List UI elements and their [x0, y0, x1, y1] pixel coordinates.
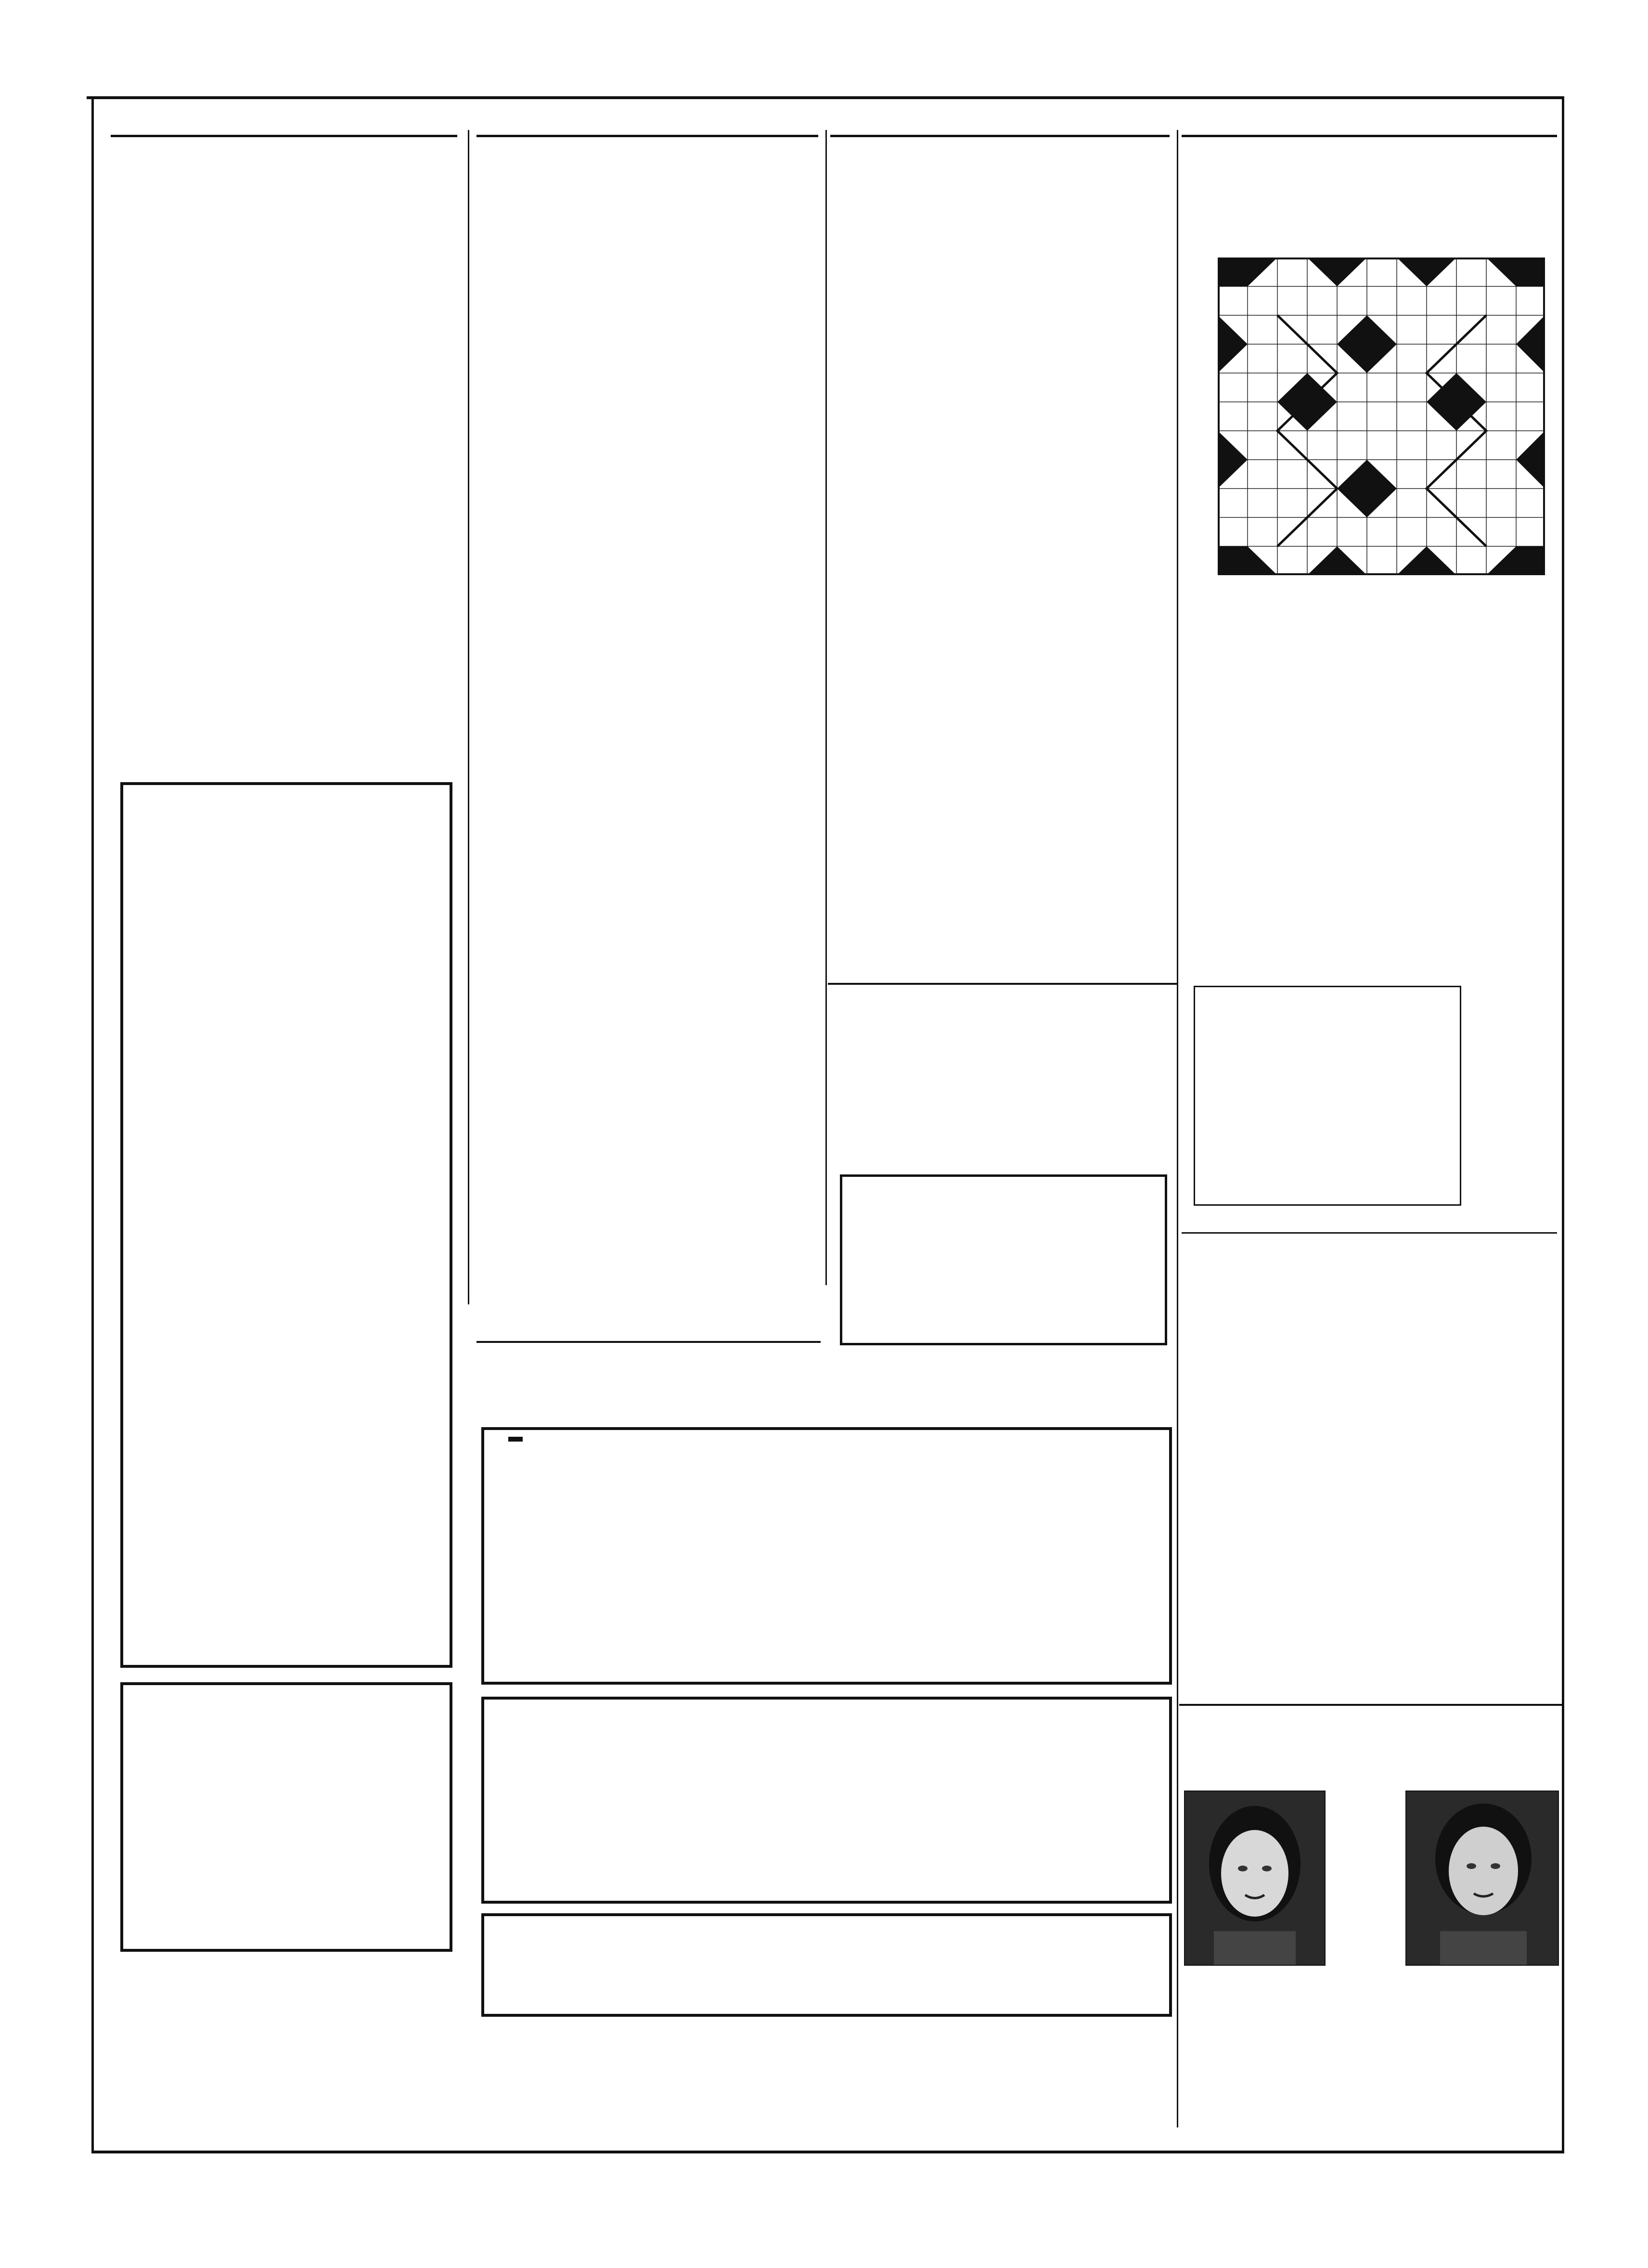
photo-deolinda — [1184, 1791, 1326, 1966]
section-heading — [830, 135, 1170, 137]
ad-text — [476, 1347, 821, 1353]
crossword-340 — [1189, 233, 1555, 580]
crossword-grid — [1218, 258, 1545, 575]
ad-rosa-araujo — [481, 1697, 1172, 1904]
column-palavras-cruzadas — [1182, 135, 1557, 144]
top-rule — [87, 96, 1564, 99]
article-title — [1182, 1232, 1557, 1237]
ad-badge — [508, 1437, 523, 1442]
left-rule — [91, 96, 94, 2152]
ad-proprietario — [120, 782, 452, 1668]
bottom-rule — [91, 2151, 1564, 2153]
luso-label — [1324, 1791, 1405, 1964]
column-rule — [468, 130, 469, 1304]
article-legado — [1182, 1232, 1557, 1557]
section-heading — [1182, 135, 1557, 137]
rule — [1179, 1704, 1562, 1706]
ad-senhoras — [840, 1174, 1167, 1345]
luso-article — [1184, 1983, 1557, 2099]
column-pequenas-noticias — [476, 135, 818, 1121]
column-tauromaquia — [111, 135, 457, 654]
photo-brigida — [1405, 1791, 1559, 1966]
column-rule — [825, 130, 827, 1285]
ad-broche — [476, 1347, 821, 1353]
section-heading — [111, 135, 457, 137]
ad-terrenos — [120, 1682, 452, 1952]
ad-agua-cruzeiro — [481, 1913, 1172, 2017]
luso-article-2 — [1184, 2101, 1557, 2104]
section-heading — [476, 135, 818, 137]
ad-luso — [1184, 1791, 1559, 1983]
ad-ecole-francaise — [476, 2026, 1174, 2031]
rule — [476, 1341, 821, 1343]
crossword-solution-339 — [1194, 986, 1461, 1206]
right-rule — [1562, 96, 1564, 2152]
ad-concha — [481, 1427, 1172, 1685]
column-rule — [1177, 130, 1178, 2127]
column-vida-mundana — [830, 135, 1170, 932]
rule — [828, 983, 1177, 985]
